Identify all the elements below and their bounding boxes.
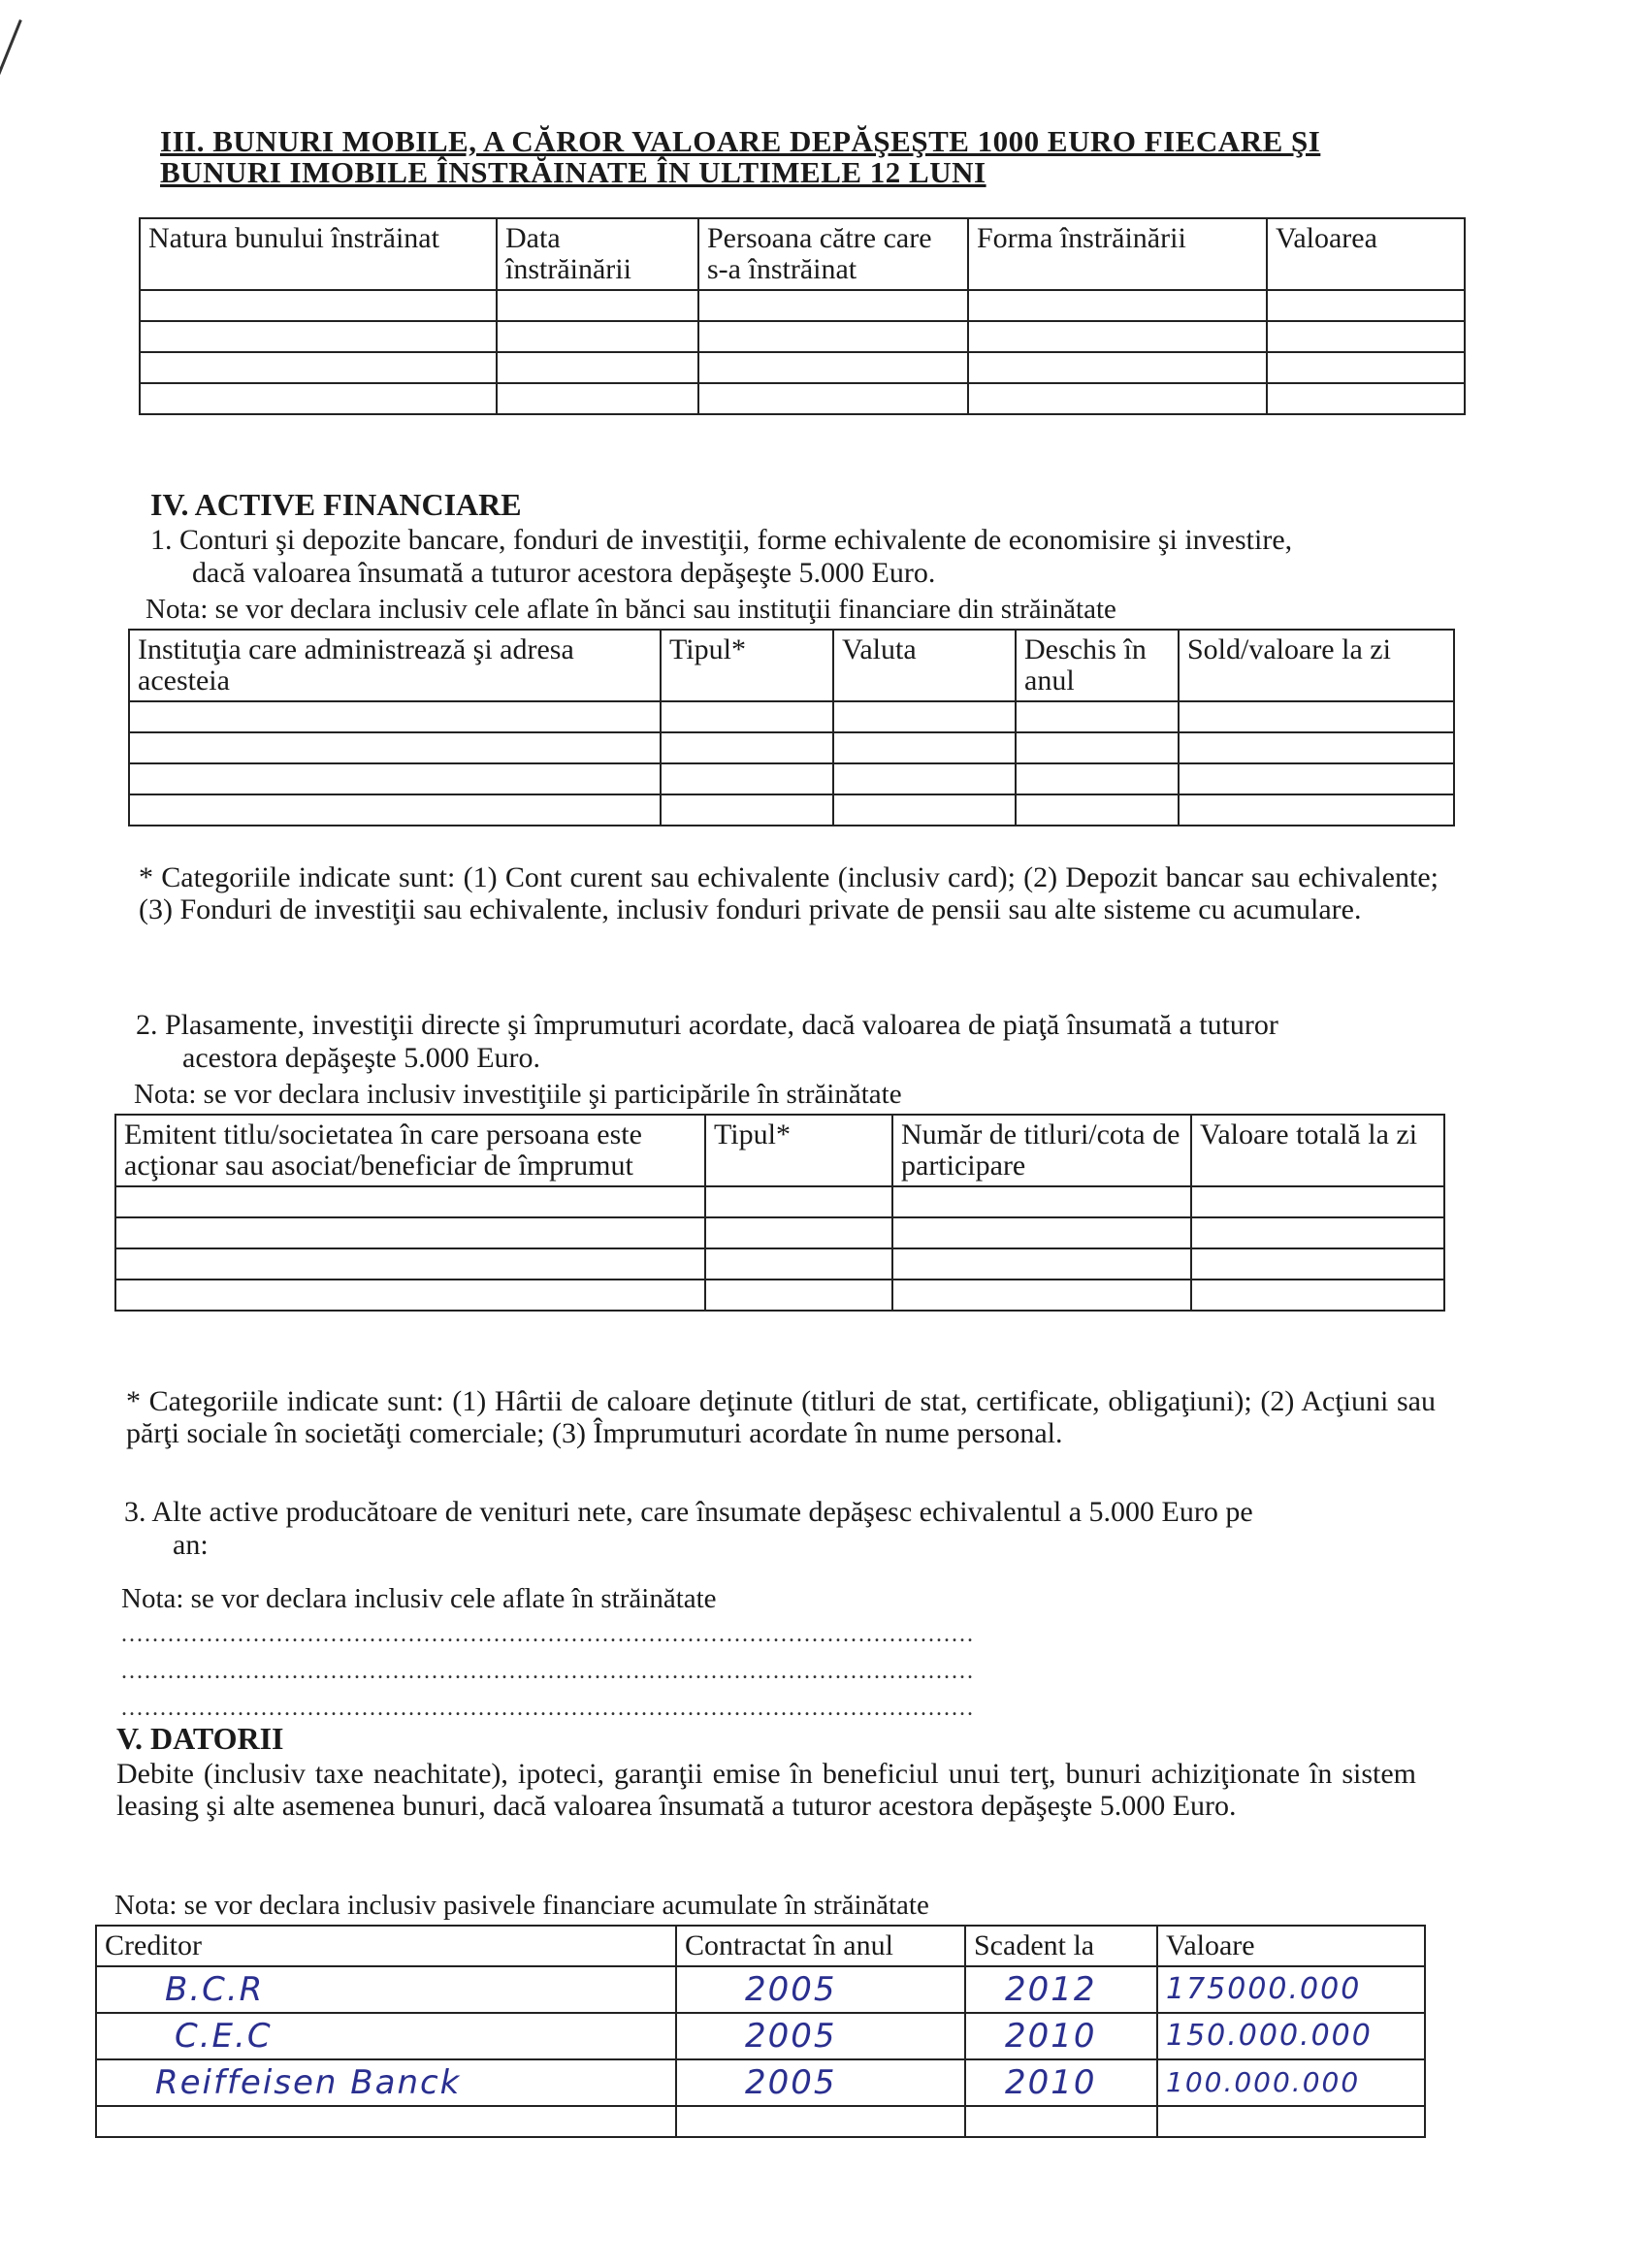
col-header: Natura bunului înstrăinat	[140, 218, 497, 290]
table-row	[129, 763, 1454, 794]
table-row	[140, 290, 1465, 321]
blank-line: ..............................................................................................................	[121, 1696, 975, 1721]
table-row	[140, 352, 1465, 383]
table-header-row	[96, 1926, 1425, 1966]
table-row	[129, 794, 1454, 826]
investments-table	[114, 1114, 1445, 1312]
table-header-row	[129, 630, 1454, 701]
col-header: Scadent la	[965, 1926, 1157, 1966]
item1-text-line1: 1. Conturi şi depozite bancare, fonduri de investiţii, forme echivalente de economisire şi investire,	[150, 524, 1293, 556]
col-header: Valoarea	[1267, 218, 1465, 290]
blank-line: ..............................................................................................................	[121, 1659, 975, 1684]
col-header: Data înstrăinării	[497, 218, 698, 290]
item2-footnote: * Categoriile indicate sunt: (1) Hârtii de caloare deţinute (titluri de stat, certificate, obligaţiuni); (2) Acţiuni sau părţi sociale în societăţi comerciale; (3) Împrumuturi acordate în nume personal.	[126, 1385, 1436, 1449]
item1-footnote: * Categoriile indicate sunt: (1) Cont curent sau echivalente (inclusiv card); (2) Depozit bancar sau echivalente; (3) Fonduri de investiţii sau echivalente, inclusiv fonduri private de pensii sau alte sisteme cu acumulare.	[139, 861, 1439, 925]
item2-text-line1: 2. Plasamente, investiţii directe şi împrumuturi acordate, dacă valoarea de piaţă însumată a tuturor	[136, 1009, 1278, 1041]
value-cell: 175000.000	[1157, 1966, 1425, 2013]
item2-note: Nota: se vor declara inclusiv investiţiile şi participările în străinătate	[134, 1079, 902, 1110]
bank-accounts-table	[128, 629, 1455, 826]
value-cell: 150.000.000	[1157, 2013, 1425, 2059]
table-row	[115, 1248, 1444, 1280]
table-row	[140, 321, 1465, 352]
item3-text-line1: 3. Alte active producătoare de venituri nete, care însumate depăşesc echivalentul a 5.000 Euro pe	[124, 1496, 1253, 1528]
scan-artifact-line	[0, 19, 22, 317]
creditor-cell: C.E.C	[96, 2013, 676, 2059]
table-row	[115, 1217, 1444, 1248]
section-3-title-line1: III. BUNURI MOBILE, A CĂROR VALOARE DEPĂŞEŞTE 1000 EURO FIECARE ŞI	[160, 124, 1321, 158]
col-header: Tipul*	[705, 1115, 892, 1186]
col-header: Tipul*	[661, 630, 833, 701]
item1-note: Nota: se vor declara inclusiv cele aflate în bănci sau instituţii financiare din străinătate	[146, 594, 1116, 625]
section-3-title-line2: BUNURI IMOBILE ÎNSTRĂINATE ÎN ULTIMELE 12 LUNI	[160, 155, 986, 189]
due-cell: 2010	[965, 2013, 1157, 2059]
section-5-text: Debite (inclusiv taxe neachitate), ipoteci, garanţii emise în beneficiul unui terţ, bunuri achiziţionate în sistem leasing şi alte asemenea bunuri, dacă valoarea însumată a tuturor acestora depăşeşte 5.000 Euro.	[116, 1758, 1416, 1822]
col-header: Număr de titluri/cota de participare	[892, 1115, 1191, 1186]
col-header: Persoana către care s-a înstrăinat	[698, 218, 968, 290]
section-5-note: Nota: se vor declara inclusiv pasivele financiare acumulate în străinătate	[114, 1890, 929, 1921]
item3-text-line2: an:	[173, 1529, 209, 1561]
section-5-title: V. DATORII	[116, 1721, 284, 1756]
section-4-title: IV. ACTIVE FINANCIARE	[150, 487, 522, 522]
table-row	[140, 383, 1465, 414]
col-header: Sold/valoare la zi	[1179, 630, 1454, 701]
table-row	[96, 2106, 1425, 2137]
table-row	[129, 701, 1454, 732]
year-cell: 2005	[676, 1966, 965, 2013]
col-header: Valuta	[833, 630, 1016, 701]
table-row	[115, 1186, 1444, 1217]
col-header: Emitent titlu/societatea în care persoana este acţionar sau asociat/beneficiar de împrumut	[115, 1115, 705, 1186]
item3-note: Nota: se vor declara inclusiv cele aflate în străinătate	[121, 1583, 717, 1614]
item1-text-line2: dacă valoarea însumată a tuturor acestora depăşeşte 5.000 Euro.	[192, 557, 936, 589]
table-row	[115, 1280, 1444, 1311]
col-header: Contractat în anul	[676, 1926, 965, 1966]
year-cell: 2005	[676, 2013, 965, 2059]
table-row	[96, 2013, 1425, 2059]
creditor-cell: Reiffeisen Banck	[96, 2059, 676, 2106]
due-cell: 2012	[965, 1966, 1157, 2013]
table-row	[96, 2059, 1425, 2106]
creditor-cell: B.C.R	[96, 1966, 676, 2013]
blank-line: ..............................................................................................................	[121, 1622, 975, 1647]
col-header: Valoare	[1157, 1926, 1425, 1966]
alienated-assets-table	[139, 217, 1466, 415]
table-header-row	[140, 218, 1465, 290]
col-header: Deschis în anul	[1016, 630, 1179, 701]
year-cell: 2005	[676, 2059, 965, 2106]
debts-table	[95, 1925, 1426, 2138]
table-header-row	[115, 1115, 1444, 1186]
col-header: Forma înstrăinării	[968, 218, 1267, 290]
col-header: Valoare totală la zi	[1191, 1115, 1444, 1186]
table-row	[96, 1966, 1425, 2013]
col-header: Creditor	[96, 1926, 676, 1966]
due-cell: 2010	[965, 2059, 1157, 2106]
col-header: Instituţia care administrează şi adresa acesteia	[129, 630, 661, 701]
item2-text-line2: acestora depăşeşte 5.000 Euro.	[182, 1042, 541, 1074]
table-row	[129, 732, 1454, 763]
value-cell: 100.000.000	[1157, 2059, 1425, 2106]
